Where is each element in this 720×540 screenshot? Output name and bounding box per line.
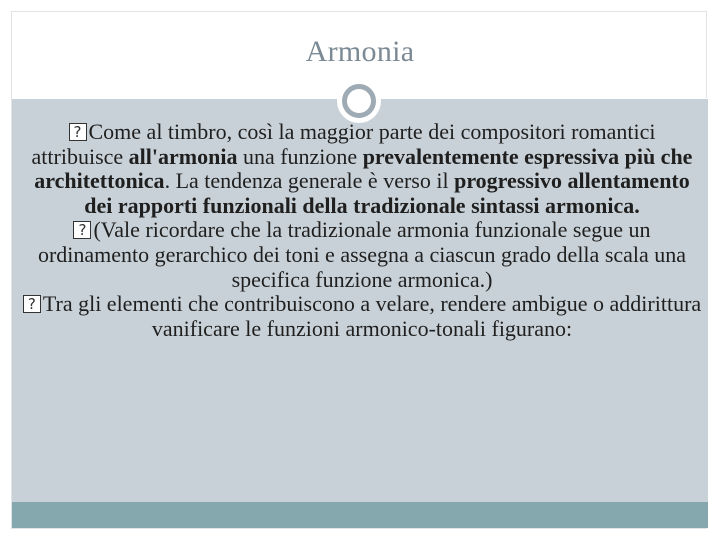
bullet-1-run-0: Come al timbro, così la maggior parte dei compositori romantici attribuisce xyxy=(31,119,656,169)
bullet-1-run-2: una funzione xyxy=(237,143,363,169)
bullet-list xyxy=(22,120,702,341)
bullet-icon xyxy=(23,295,41,313)
bullet-3-run-0: Tra gli elementi che contribuiscono a velare, rendere ambigue o addirittura vanificare le funzioni armonico-tonali figurano: xyxy=(42,291,702,341)
bullet-1-run-5: progressivo allentamento dei rapporti funzionali della tradizionale sintassi armonica. xyxy=(84,168,690,218)
circle-ornament-icon xyxy=(337,79,381,123)
bullet-1-run-1: all'armonia xyxy=(128,143,238,169)
bullet-icon xyxy=(73,221,91,239)
bullet-paragraph-2 xyxy=(22,218,702,292)
bullet-2-run-0: (Vale ricordare che la tradizionale armonia funzionale segue un ordinamento gerarchico dei toni e assegna a ciascun grado della scala una specifica funzione armonica.) xyxy=(37,217,687,292)
bullet-paragraph-3 xyxy=(22,292,702,341)
bullet-1-run-3: prevalentemente espressiva più che architettonica xyxy=(34,143,693,194)
footer-bar xyxy=(12,502,708,528)
slide-title: Armonia xyxy=(305,35,415,68)
circle-ring xyxy=(342,84,376,118)
bullet-1-run-4: . La tendenza generale è verso il xyxy=(164,168,455,194)
bullet-icon xyxy=(69,123,87,141)
bullet-paragraph-1 xyxy=(22,120,702,218)
